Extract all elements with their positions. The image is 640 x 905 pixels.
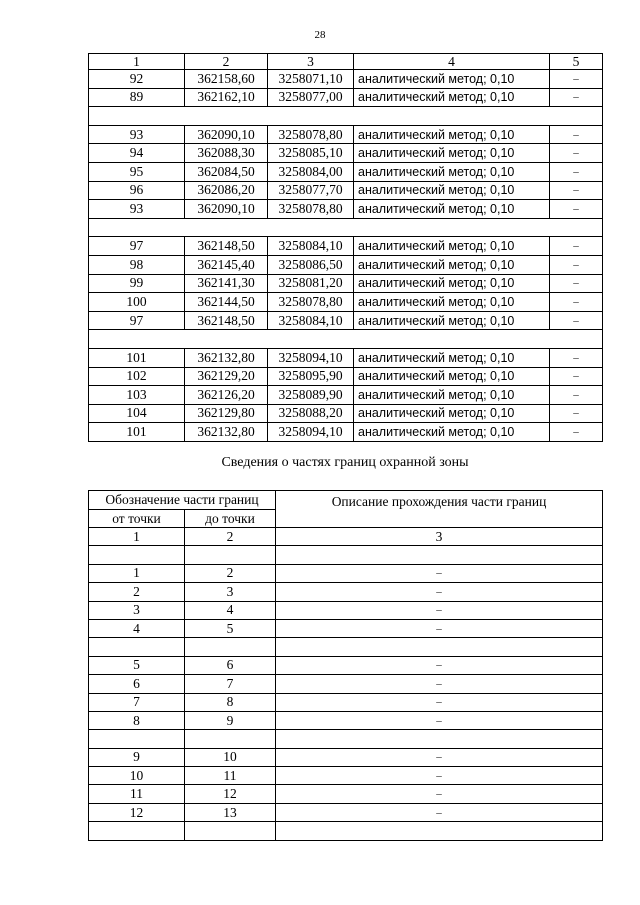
y-coordinate: 3258077,70: [268, 181, 354, 200]
y-coordinate: 3258095,90: [268, 367, 354, 386]
from-point: 10: [89, 767, 185, 785]
method-accuracy: аналитический метод; 0,10: [354, 200, 550, 219]
x-coordinate: 362148,50: [185, 311, 268, 330]
boundary-description: –: [276, 693, 603, 711]
coordinates-table: [88, 53, 603, 442]
from-point: 1: [89, 564, 185, 582]
column-5-value: –: [550, 162, 603, 181]
column-5-value: –: [550, 88, 603, 107]
x-coordinate: 362148,50: [185, 237, 268, 256]
x-coordinate: 362129,20: [185, 367, 268, 386]
table-row: [89, 144, 603, 163]
to-point: 2: [185, 564, 276, 582]
column-5-value: –: [550, 348, 603, 367]
table-row: [89, 693, 603, 711]
point-number: 98: [89, 255, 185, 274]
header-boundary-description: Описание прохождения части границ: [276, 491, 603, 528]
x-coordinate: 362090,10: [185, 200, 268, 219]
boundary-description: –: [276, 564, 603, 582]
point-number: 92: [89, 70, 185, 89]
table-row: [89, 583, 603, 601]
boundary-description: –: [276, 785, 603, 803]
from-point: 12: [89, 803, 185, 821]
page-number: 28: [314, 29, 326, 41]
method-accuracy: аналитический метод; 0,10: [354, 367, 550, 386]
point-number: 99: [89, 274, 185, 293]
point-number: 97: [89, 311, 185, 330]
separator-cell: [89, 730, 185, 748]
method-accuracy: аналитический метод; 0,10: [354, 70, 550, 89]
x-coordinate: 362158,60: [185, 70, 268, 89]
y-coordinate: 3258084,00: [268, 162, 354, 181]
method-accuracy: аналитический метод; 0,10: [354, 311, 550, 330]
method-accuracy: аналитический метод; 0,10: [354, 423, 550, 442]
table-row: [89, 348, 603, 367]
y-coordinate: 3258088,20: [268, 404, 354, 423]
x-coordinate: 362162,10: [185, 88, 268, 107]
table-row: [89, 748, 603, 766]
table-row: [89, 386, 603, 405]
column-5-value: –: [550, 255, 603, 274]
column-5-value: –: [550, 70, 603, 89]
separator-cell: [89, 218, 603, 237]
x-coordinate: 362090,10: [185, 125, 268, 144]
point-number: 102: [89, 367, 185, 386]
column-5-value: –: [550, 386, 603, 405]
column-5-value: –: [550, 200, 603, 219]
table-header-row: [89, 54, 603, 70]
separator-row: [89, 107, 603, 126]
to-point: 7: [185, 675, 276, 693]
from-point: 6: [89, 675, 185, 693]
y-coordinate: 3258094,10: [268, 423, 354, 442]
separator-cell: [185, 822, 276, 840]
method-accuracy: аналитический метод; 0,10: [354, 274, 550, 293]
separator-row: [89, 218, 603, 237]
column-number-header: 4: [354, 54, 550, 70]
separator-row: [89, 730, 603, 748]
column-5-value: –: [550, 311, 603, 330]
separator-cell: [89, 546, 185, 564]
point-number: 89: [89, 88, 185, 107]
method-accuracy: аналитический метод; 0,10: [354, 144, 550, 163]
y-coordinate: 3258086,50: [268, 255, 354, 274]
y-coordinate: 3258078,80: [268, 293, 354, 312]
method-accuracy: аналитический метод; 0,10: [354, 386, 550, 405]
to-point: 4: [185, 601, 276, 619]
from-point: 9: [89, 748, 185, 766]
table-row: [89, 181, 603, 200]
column-numbers-row: [89, 528, 603, 546]
boundary-description: –: [276, 583, 603, 601]
point-number: 97: [89, 237, 185, 256]
separator-cell: [276, 546, 603, 564]
to-point: 3: [185, 583, 276, 601]
separator-row: [89, 546, 603, 564]
point-number: 101: [89, 348, 185, 367]
boundary-description: –: [276, 748, 603, 766]
header-from-point: от точки: [89, 510, 185, 528]
y-coordinate: 3258078,80: [268, 200, 354, 219]
column-number-header: 1: [89, 54, 185, 70]
method-accuracy: аналитический метод; 0,10: [354, 162, 550, 181]
separator-cell: [185, 638, 276, 656]
table-row: [89, 237, 603, 256]
table-row: [89, 311, 603, 330]
point-number: 103: [89, 386, 185, 405]
to-point: 5: [185, 619, 276, 637]
table-row: [89, 711, 603, 729]
y-coordinate: 3258071,10: [268, 70, 354, 89]
section-title: Сведения о частях границ охранной зоны: [221, 455, 469, 470]
y-coordinate: 3258089,90: [268, 386, 354, 405]
x-coordinate: 362088,30: [185, 144, 268, 163]
from-point: 4: [89, 619, 185, 637]
method-accuracy: аналитический метод; 0,10: [354, 125, 550, 144]
x-coordinate: 362129,80: [185, 404, 268, 423]
y-coordinate: 3258077,00: [268, 88, 354, 107]
header-boundary-designation: Обозначение части границ: [89, 491, 276, 510]
from-point: 7: [89, 693, 185, 711]
table-row: [89, 274, 603, 293]
separator-row: [89, 638, 603, 656]
from-point: 3: [89, 601, 185, 619]
x-coordinate: 362126,20: [185, 386, 268, 405]
separator-row: [89, 822, 603, 840]
to-point: 12: [185, 785, 276, 803]
table-row: [89, 601, 603, 619]
y-coordinate: 3258084,10: [268, 237, 354, 256]
x-coordinate: 362144,50: [185, 293, 268, 312]
method-accuracy: аналитический метод; 0,10: [354, 181, 550, 200]
table-row: [89, 619, 603, 637]
table-row: [89, 656, 603, 674]
x-coordinate: 362141,30: [185, 274, 268, 293]
point-number: 104: [89, 404, 185, 423]
header-to-point: до точки: [185, 510, 276, 528]
method-accuracy: аналитический метод; 0,10: [354, 237, 550, 256]
separator-cell: [89, 638, 185, 656]
column-5-value: –: [550, 274, 603, 293]
to-point: 10: [185, 748, 276, 766]
y-coordinate: 3258085,10: [268, 144, 354, 163]
separator-cell: [89, 107, 603, 126]
x-coordinate: 362132,80: [185, 423, 268, 442]
table-row: [89, 88, 603, 107]
table-row: [89, 803, 603, 821]
table-row: [89, 367, 603, 386]
column-number-header: 2: [185, 528, 276, 546]
boundary-description: –: [276, 619, 603, 637]
boundary-description: –: [276, 767, 603, 785]
table-row: [89, 404, 603, 423]
column-5-value: –: [550, 144, 603, 163]
to-point: 6: [185, 656, 276, 674]
method-accuracy: аналитический метод; 0,10: [354, 348, 550, 367]
boundary-description: –: [276, 601, 603, 619]
column-5-value: –: [550, 237, 603, 256]
column-number-header: 3: [268, 54, 354, 70]
x-coordinate: 362145,40: [185, 255, 268, 274]
method-accuracy: аналитический метод; 0,10: [354, 293, 550, 312]
point-number: 93: [89, 200, 185, 219]
point-number: 96: [89, 181, 185, 200]
table-row: [89, 675, 603, 693]
boundary-description: –: [276, 711, 603, 729]
column-number-header: 5: [550, 54, 603, 70]
table-row: [89, 200, 603, 219]
boundary-parts-table: [88, 490, 603, 841]
table-row: [89, 564, 603, 582]
separator-cell: [89, 330, 603, 349]
point-number: 93: [89, 125, 185, 144]
column-5-value: –: [550, 293, 603, 312]
point-number: 100: [89, 293, 185, 312]
y-coordinate: 3258081,20: [268, 274, 354, 293]
to-point: 13: [185, 803, 276, 821]
x-coordinate: 362084,50: [185, 162, 268, 181]
x-coordinate: 362132,80: [185, 348, 268, 367]
column-5-value: –: [550, 367, 603, 386]
separator-row: [89, 330, 603, 349]
to-point: 9: [185, 711, 276, 729]
separator-cell: [276, 730, 603, 748]
table-row: [89, 125, 603, 144]
column-5-value: –: [550, 125, 603, 144]
method-accuracy: аналитический метод; 0,10: [354, 255, 550, 274]
from-point: 11: [89, 785, 185, 803]
y-coordinate: 3258078,80: [268, 125, 354, 144]
from-point: 2: [89, 583, 185, 601]
from-point: 8: [89, 711, 185, 729]
method-accuracy: аналитический метод; 0,10: [354, 404, 550, 423]
from-point: 5: [89, 656, 185, 674]
to-point: 11: [185, 767, 276, 785]
table-row: [89, 162, 603, 181]
separator-cell: [276, 638, 603, 656]
table-row: [89, 423, 603, 442]
table-row: [89, 70, 603, 89]
column-number-header: 2: [185, 54, 268, 70]
separator-cell: [185, 546, 276, 564]
table-row: [89, 767, 603, 785]
y-coordinate: 3258094,10: [268, 348, 354, 367]
column-number-header: 1: [89, 528, 185, 546]
x-coordinate: 362086,20: [185, 181, 268, 200]
to-point: 8: [185, 693, 276, 711]
table-row: [89, 293, 603, 312]
point-number: 101: [89, 423, 185, 442]
boundary-description: –: [276, 803, 603, 821]
table-row: [89, 255, 603, 274]
boundary-description: –: [276, 656, 603, 674]
column-5-value: –: [550, 181, 603, 200]
column-5-value: –: [550, 423, 603, 442]
point-number: 94: [89, 144, 185, 163]
table-row: [89, 785, 603, 803]
y-coordinate: 3258084,10: [268, 311, 354, 330]
separator-cell: [276, 822, 603, 840]
column-5-value: –: [550, 404, 603, 423]
column-number-header: 3: [276, 528, 603, 546]
separator-cell: [89, 822, 185, 840]
method-accuracy: аналитический метод; 0,10: [354, 88, 550, 107]
point-number: 95: [89, 162, 185, 181]
separator-cell: [185, 730, 276, 748]
boundary-description: –: [276, 675, 603, 693]
